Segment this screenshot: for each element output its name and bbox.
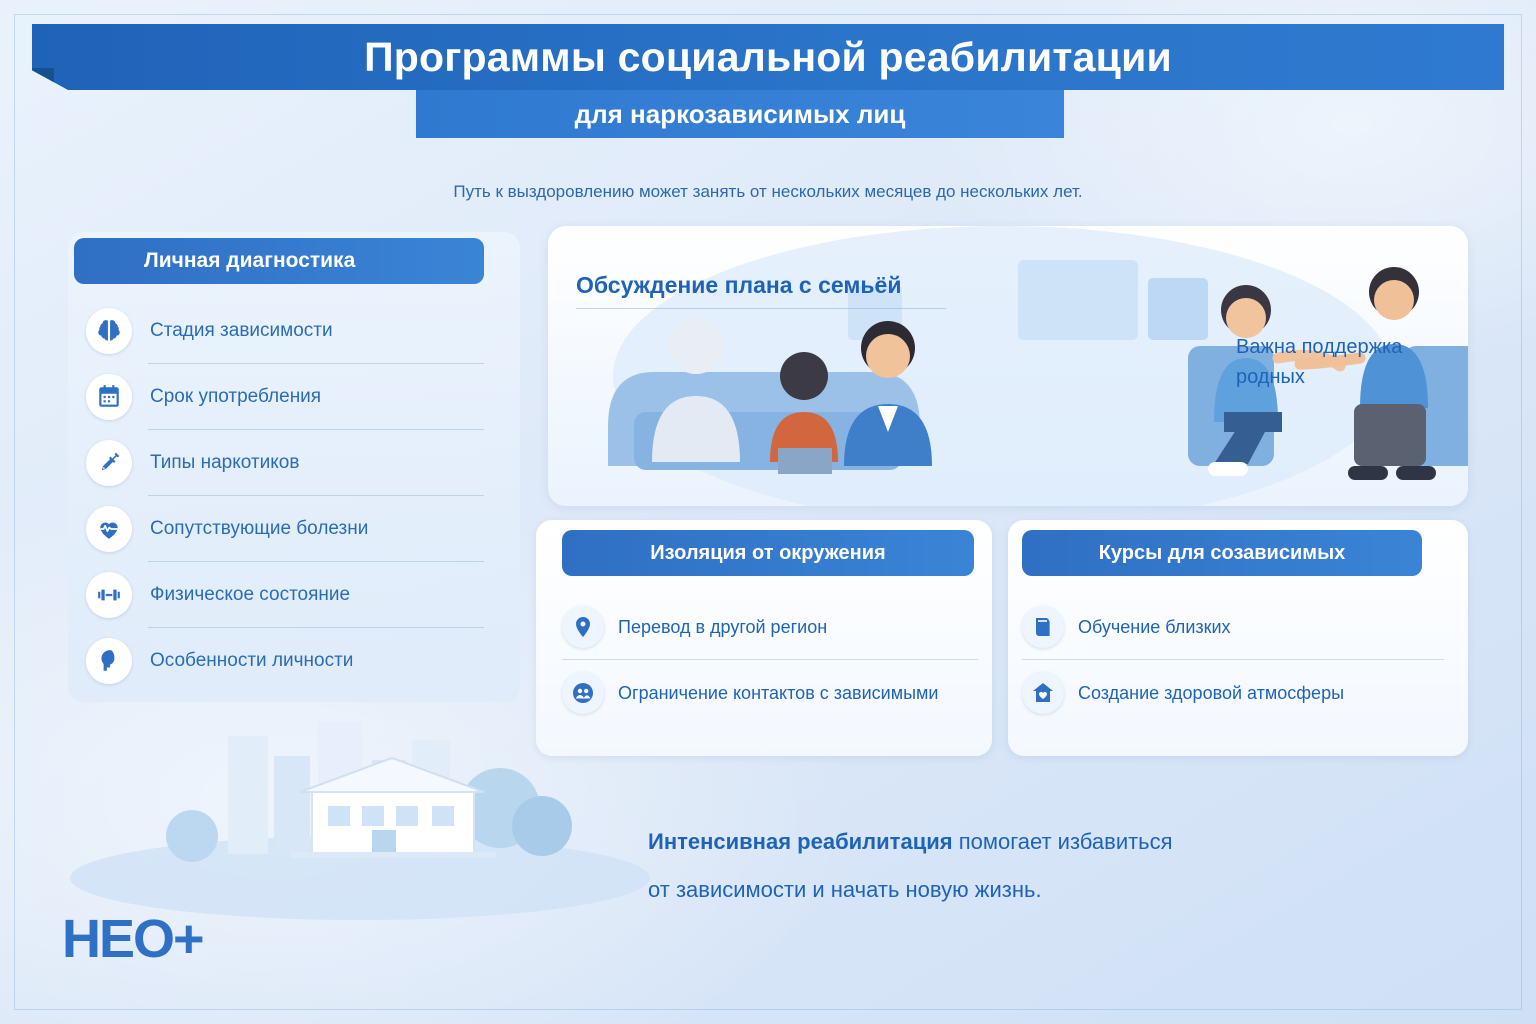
diagnostics-heading: Личная диагностика [74, 238, 484, 284]
list-item[interactable] [86, 628, 506, 694]
list-item-label: Перевод в другой регион [618, 616, 828, 637]
list-item-label: Создание здоровой атмосферы [1078, 682, 1345, 703]
footer-line-2: от зависимости и начать новую жизнь. [648, 877, 1042, 902]
lead-paragraph: Путь к выздоровлению может занять от нескольких месяцев до нескольких лет. [453, 182, 1083, 201]
list-item[interactable] [1022, 660, 1452, 726]
list-item-label: Типы наркотиков [150, 452, 300, 473]
calendar-icon [86, 374, 132, 420]
location-pin-icon [562, 606, 604, 648]
header [0, 24, 1536, 144]
brain-icon [86, 308, 132, 354]
list-item-label: Ограничение контактов с зависимыми [618, 682, 939, 703]
page-subtitle: для наркозависимых лиц [574, 98, 906, 129]
list-item[interactable] [86, 364, 506, 430]
list-item[interactable] [86, 496, 506, 562]
footer-text [648, 818, 1408, 914]
heart-pulse-icon [86, 506, 132, 552]
list-item[interactable] [1022, 594, 1452, 660]
list-item-label: Обучение близких [1078, 616, 1231, 637]
house-heart-icon [1022, 672, 1064, 714]
logo[interactable] [62, 908, 312, 970]
house-and-trees-illustration [60, 700, 660, 920]
list-item[interactable] [86, 430, 506, 496]
logo-text: НЕО+ [62, 909, 203, 969]
divider [576, 308, 946, 309]
footer-bold: Интенсивная реабилитация [648, 829, 953, 854]
book-icon [1022, 606, 1064, 648]
footer-rest: помогает избавиться [952, 829, 1173, 854]
dumbbell-icon [86, 572, 132, 618]
syringe-icon [86, 440, 132, 486]
list-item-label: Особенности личности [150, 650, 354, 671]
codependent-heading: Курсы для созависимых [1022, 530, 1422, 576]
head-profile-icon [86, 638, 132, 684]
family-card-title: Обсуждение плана с семьёй [576, 272, 902, 298]
list-item-label: Стадия зависимости [150, 320, 333, 341]
list-item[interactable] [86, 298, 506, 364]
list-item[interactable] [562, 594, 986, 660]
diagnostics-list [86, 298, 506, 694]
list-item[interactable] [86, 562, 506, 628]
codependent-list [1022, 594, 1452, 726]
isolation-heading: Изоляция от окружения [562, 530, 974, 576]
page-title: Программы социальной реабилитации [364, 33, 1172, 80]
list-item-label: Сопутствующие болезни [150, 518, 369, 539]
family-card-note: Важна поддержка родных [1236, 336, 1403, 388]
list-item-label: Срок употребления [150, 386, 322, 407]
list-item-label: Физическое состояние [150, 584, 351, 605]
